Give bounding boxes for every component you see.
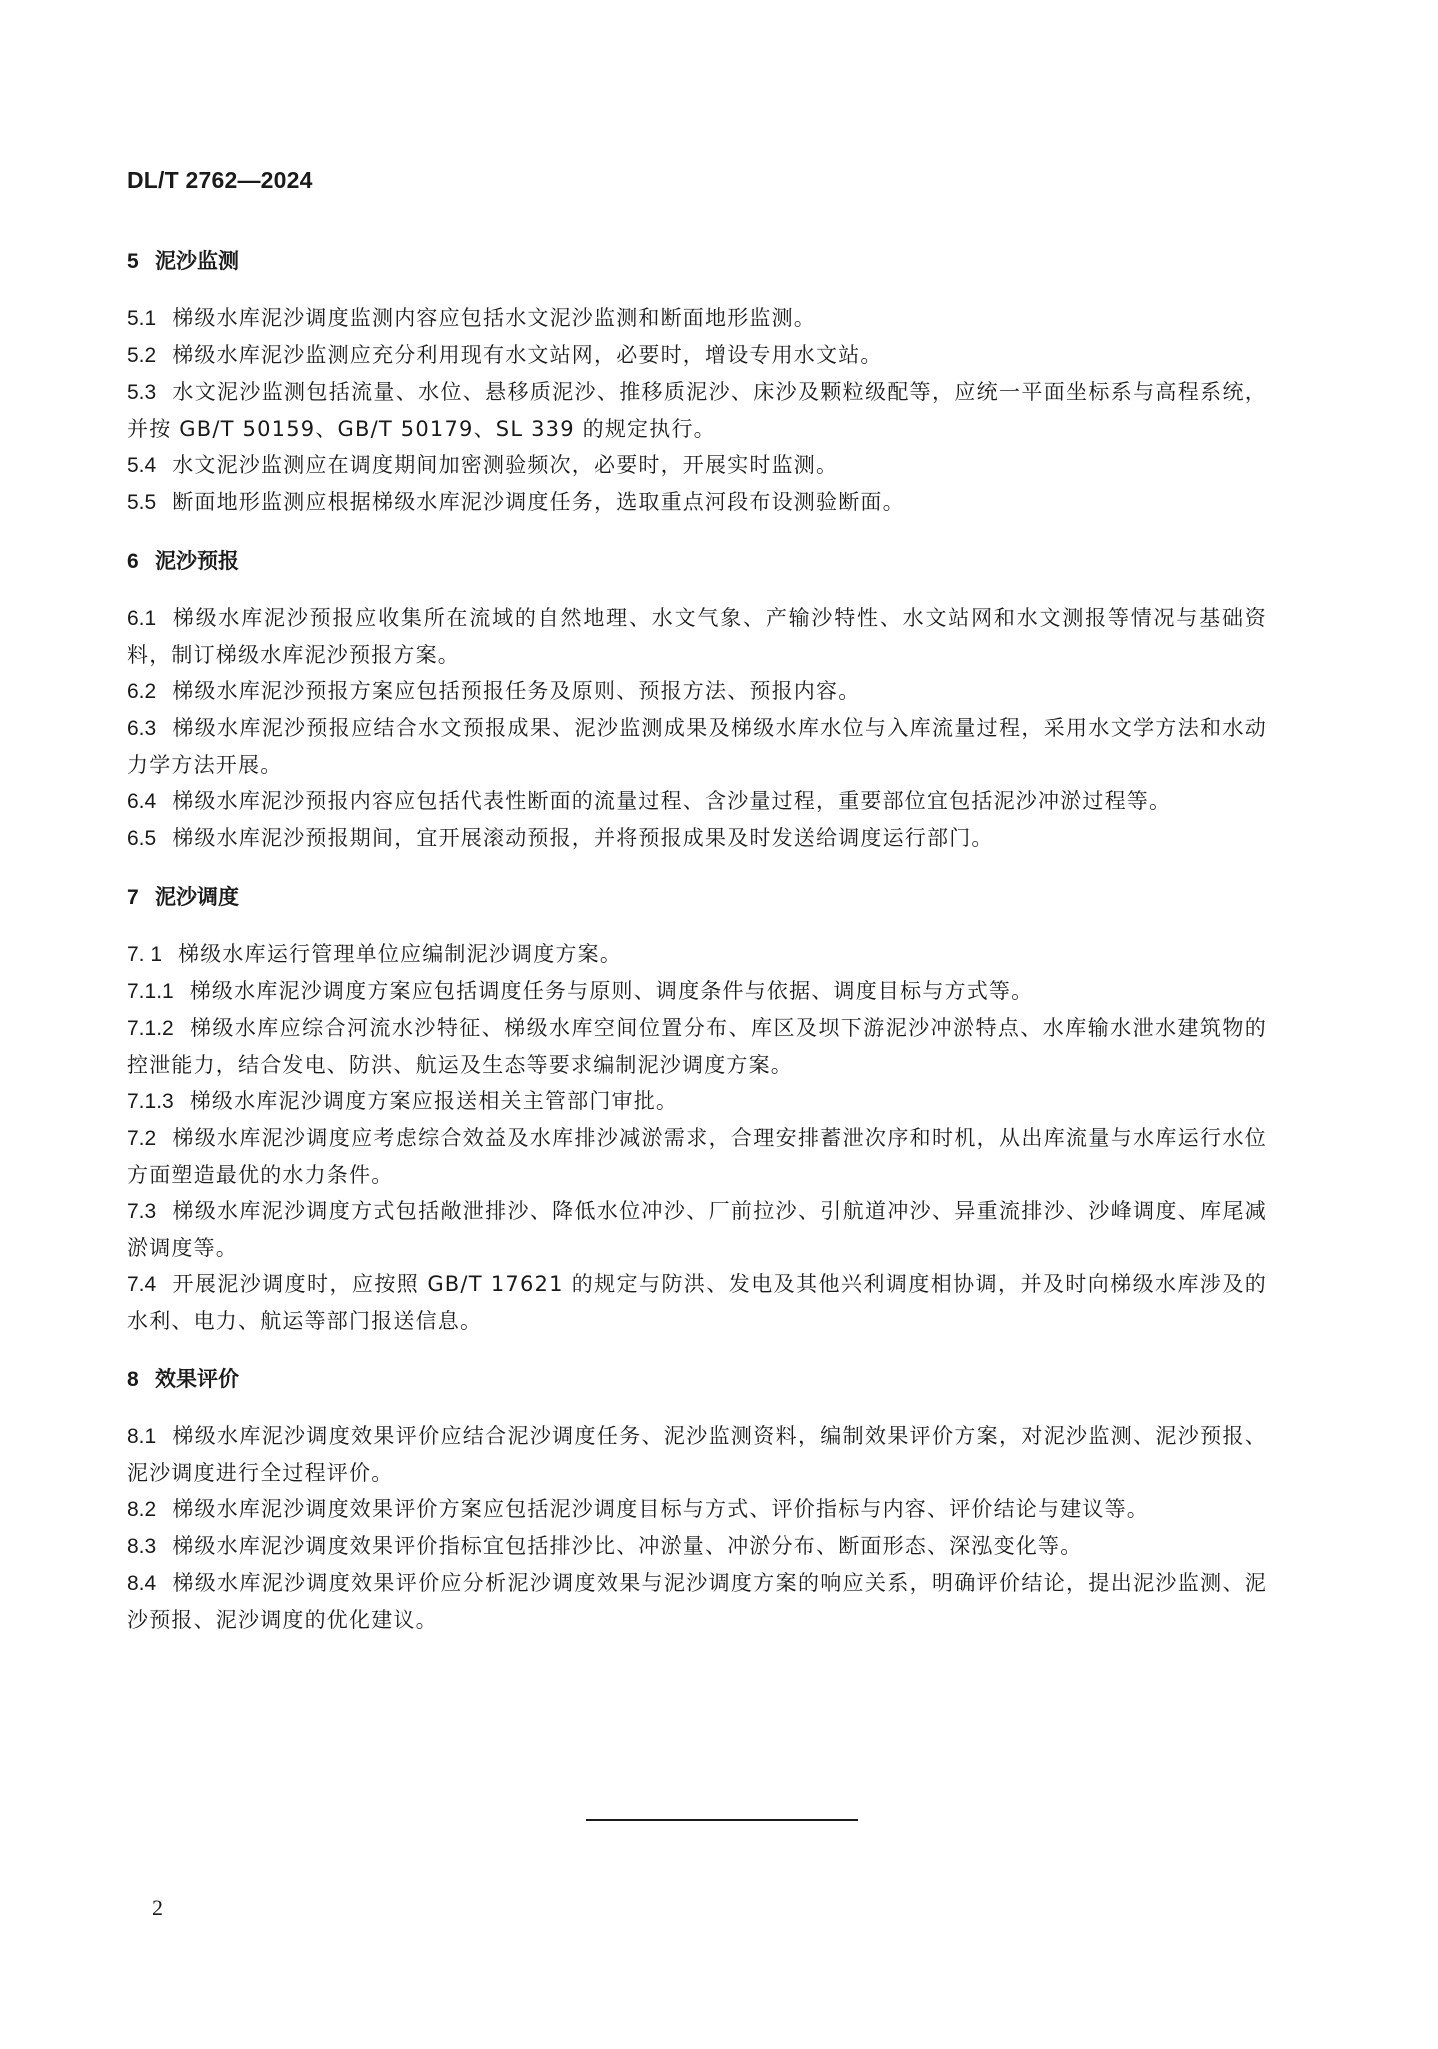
end-of-text-rule [586,1819,858,1821]
clause-number: 7.3 [127,1200,157,1223]
section-number: 7 [127,886,139,909]
clause-number: 6.1 [127,607,157,630]
clause [127,1193,1267,1266]
clause [127,783,1267,820]
clause [127,1266,1267,1339]
clause-number: 5.3 [127,381,157,404]
clause-text: 梯级水库泥沙预报应结合水文预报成果、泥沙监测成果及梯级水库水位与入库流量过程，采用水文学方法和水动力学方法开展。 [127,716,1267,777]
clause-text: 梯级水库泥沙调度效果评价应分析泥沙调度效果与泥沙调度方案的响应关系，明确评价结论，提出泥沙监测、泥沙预报、泥沙调度的优化建议。 [127,1571,1267,1632]
clause-number: 7.1.1 [127,980,174,1003]
clause-text: 梯级水库泥沙预报应收集所在流域的自然地理、水文气象、产输沙特性、水文站网和水文测报等情况与基础资料，制订梯级水库泥沙预报方案。 [127,606,1267,667]
clause [127,484,1267,521]
clause-text: 水文泥沙监测应在调度期间加密测验频次，必要时，开展实时监测。 [172,453,839,477]
clause [127,447,1267,484]
clause-text: 梯级水库运行管理单位应编制泥沙调度方案。 [178,942,623,966]
clause-number: 7.1.3 [127,1090,174,1113]
clause-number: 7. 1 [127,943,163,966]
clause-text: 梯级水库泥沙调度方式包括敞泄排沙、降低水位冲沙、厂前拉沙、引航道冲沙、异重流排沙、沙峰调度、库尾减淤调度等。 [127,1199,1267,1260]
clause [127,936,1267,973]
clause [127,1565,1267,1638]
clause [127,973,1267,1010]
page-number: 2 [152,1895,163,1920]
document-body [127,243,1267,1660]
clause-text: 梯级水库泥沙调度方案应报送相关主管部门审批。 [189,1089,679,1113]
clause-text: 梯级水库泥沙预报期间，宜开展滚动预报，并将预报成果及时发送给调度运行部门。 [172,826,994,850]
clause-number: 8.2 [127,1498,157,1521]
clause-number: 5.2 [127,344,157,367]
section-title: 泥沙预报 [155,549,239,573]
clause-number: 8.1 [127,1425,157,1448]
clause-text: 梯级水库泥沙调度方案应包括调度任务与原则、调度条件与依据、调度目标与方式等。 [189,979,1034,1003]
clause [127,300,1267,337]
clause-text: 断面地形监测应根据梯级水库泥沙调度任务，选取重点河段布设测验断面。 [172,490,905,514]
standard-code-header: DL/T 2762—2024 [127,167,313,193]
section-title: 泥沙调度 [155,885,239,909]
section-7 [127,879,1267,1339]
section-number: 8 [127,1368,139,1391]
section-number: 5 [127,250,139,273]
section-heading [127,243,1267,280]
clause-number: 8.4 [127,1572,157,1595]
clause-text: 梯级水库应综合河流水沙特征、梯级水库空间位置分布、库区及坝下游泥沙冲淤特点、水库输水泄水建筑物的控泄能力，结合发电、防洪、航运及生态等要求编制泥沙调度方案。 [127,1016,1267,1077]
clause-number: 7.2 [127,1127,157,1150]
clause [127,820,1267,857]
clause-text: 开展泥沙调度时，应按照 GB/T 17621 的规定与防洪、发电及其他兴利调度相协调，并及时向梯级水库涉及的水利、电力、航运等部门报送信息。 [127,1272,1267,1333]
clause-number: 7.1.2 [127,1017,174,1040]
clause [127,1120,1267,1193]
clause [127,1491,1267,1528]
section-8 [127,1361,1267,1638]
clause-number: 6.3 [127,717,157,740]
clause-number: 6.4 [127,790,157,813]
clause [127,600,1267,673]
clause [127,673,1267,710]
section-6 [127,543,1267,857]
clause [127,1083,1267,1120]
clause-number: 7.4 [127,1273,157,1296]
section-title: 效果评价 [155,1367,239,1391]
clause [127,374,1267,447]
clause-text: 梯级水库泥沙调度监测内容应包括水文泥沙监测和断面地形监测。 [172,306,817,330]
clause-text: 梯级水库泥沙预报内容应包括代表性断面的流量过程、含沙量过程，重要部位宜包括泥沙冲淤过程等。 [172,789,1172,813]
clause-number: 6.2 [127,680,157,703]
clause-text: 梯级水库泥沙预报方案应包括预报任务及原则、预报方法、预报内容。 [172,679,861,703]
section-heading [127,543,1267,580]
clause-number: 6.5 [127,827,157,850]
clause-number: 5.5 [127,491,157,514]
section-heading [127,879,1267,916]
clause [127,1528,1267,1565]
section-number: 6 [127,550,139,573]
clause [127,710,1267,783]
clause-text: 梯级水库泥沙监测应充分利用现有水文站网，必要时，增设专用水文站。 [172,343,883,367]
section-5 [127,243,1267,521]
clause-text: 梯级水库泥沙调度效果评价指标宜包括排沙比、冲淤量、冲淤分布、断面形态、深泓变化等。 [172,1534,1083,1558]
section-title: 泥沙监测 [155,249,239,273]
clause [127,337,1267,374]
clause-text: 梯级水库泥沙调度效果评价方案应包括泥沙调度目标与方式、评价指标与内容、评价结论与建议等。 [172,1497,1149,1521]
clause-number: 8.3 [127,1535,157,1558]
clause-number: 5.1 [127,307,157,330]
clause [127,1010,1267,1083]
clause-text: 梯级水库泥沙调度效果评价应结合泥沙调度任务、泥沙监测资料，编制效果评价方案，对泥沙监测、泥沙预报、泥沙调度进行全过程评价。 [127,1424,1267,1485]
clause [127,1418,1267,1491]
clause-text: 水文泥沙监测包括流量、水位、悬移质泥沙、推移质泥沙、床沙及颗粒级配等，应统一平面坐标系与高程系统，并按 GB/T 50159、GB/T 50179、SL 339 的规定执行。 [127,380,1267,441]
clause-text: 梯级水库泥沙调度应考虑综合效益及水库排沙减淤需求，合理安排蓄泄次序和时机，从出库流量与水库运行水位方面塑造最优的水力条件。 [127,1126,1267,1187]
section-heading [127,1361,1267,1398]
clause-number: 5.4 [127,454,157,477]
